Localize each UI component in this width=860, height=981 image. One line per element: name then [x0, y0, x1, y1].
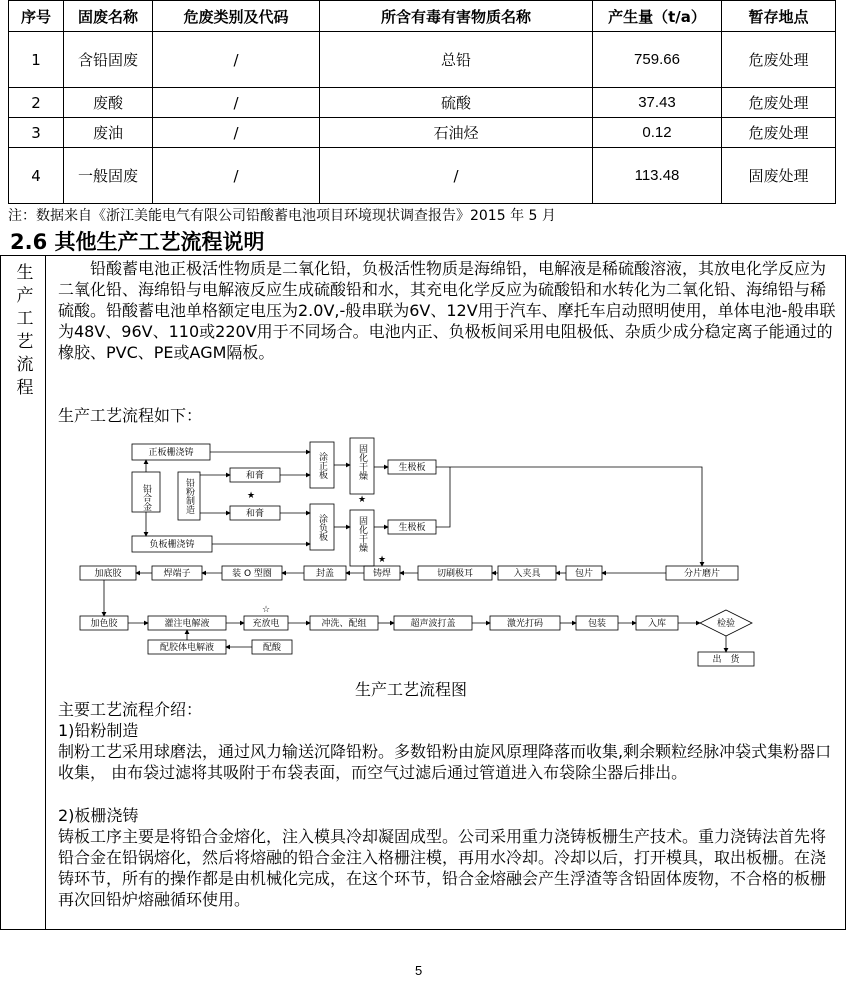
flow-node: 超声波打盖: [410, 619, 456, 629]
grid-casting-paragraph: 铸板工序主要是将铅合金熔化，注入模具冷却凝固成型。公司采用重力浇铸板栅生产技术。重力浇铸法首先将铅合金在铅锅熔化，然后将熔融的铅合金注入格栅注模，再用水冷却。冷却以后，打开模具，取出板栅。在浇铸环节，所有的操作都是由机械化完成，在这个环节，铅合金熔融会产生浮渣等含铅固体废物，不合格的板栅再次回铅炉熔融循环使用。: [58, 827, 827, 909]
cell-storage: 危废处理: [722, 32, 836, 88]
col-header: 暂存地点: [722, 1, 836, 32]
col-header: 所含有毒有害物质名称: [320, 1, 593, 32]
table-row: [9, 148, 836, 204]
hollow-star-marker: ☆: [261, 605, 271, 615]
flow-node: 配胶体电解液: [159, 643, 215, 653]
flow-node: 入夹具: [513, 569, 541, 579]
cell-storage: 危废处理: [722, 118, 836, 148]
flow-node: 检验: [716, 619, 736, 629]
cell-no: 4: [9, 148, 64, 204]
process-flow-diagram: [70, 432, 770, 672]
table-row: [9, 32, 836, 88]
cell-no: 3: [9, 118, 64, 148]
cell-code: /: [153, 148, 320, 204]
flow-node: 切刷极耳: [436, 569, 474, 579]
flow-node-vertical: 铅合金: [141, 484, 151, 511]
flow-node: 加色胶: [90, 619, 118, 629]
flow-intro-text: 生产工艺流程如下：: [58, 406, 203, 425]
section-divider: [45, 255, 46, 930]
cell-substance: /: [320, 148, 593, 204]
flow-node-vertical: 固化干燥: [357, 516, 367, 552]
section-side-label: 生产工艺流程: [16, 263, 34, 398]
cell-code: /: [153, 32, 320, 88]
cell-storage: 固废处理: [722, 148, 836, 204]
col-header: 危废类别及代码: [153, 1, 320, 32]
flow-node: 入库: [647, 619, 667, 629]
flow-node: 冲洗、配组: [321, 619, 367, 629]
flow-node: 生极板: [398, 523, 426, 533]
cell-amount: 37.43: [593, 88, 722, 118]
star-marker: ★: [377, 555, 387, 565]
table-row: [9, 118, 836, 148]
flow-node: 封盖: [315, 569, 335, 579]
diagram-caption: 生产工艺流程图: [355, 680, 468, 699]
flow-node: 灌注电解液: [164, 619, 210, 629]
intro-paragraph: 铅酸蓄电池正极活性物质是二氧化铅，负极活性物质是海绵铅，电解液是稀硫酸溶液，其放电化学反应为二氧化铅、海绵铅与电解液反应生成硫酸铅和水，其充电化学反应为硫酸铅和水转化为二氧化铅、海绵铅与稀硫酸。铅酸蓄电池单格额定电压为2.0V,-般串联为6V、12V用于汽车、摩托车启动照明使用，单体电池-般串联为48V、96V、110或220V用于不同场合。电池内正、负极板间采用电阻极低、杂质少成分稳定离子能通过的橡胶、PVC、PE或AGM隔板。: [58, 259, 836, 362]
cell-no: 1: [9, 32, 64, 88]
flow-node-vertical: 固化干燥: [357, 444, 367, 480]
col-header: 产生量（t/a）: [593, 1, 722, 32]
cell-substance: 石油烃: [320, 118, 593, 148]
col-header: 固废名称: [64, 1, 153, 32]
flow-node-vertical: 涂负板: [317, 514, 327, 541]
col-header: 序号: [9, 1, 64, 32]
page-number: 5: [415, 963, 423, 978]
cell-substance: 总铅: [320, 32, 593, 88]
lead-powder-paragraph: 制粉工艺采用球磨法，通过风力输送沉降铅粉。多数铅粉由旋风原理降落而收集,剩余颗粒经脉冲袋式集粉器口收集， 由布袋过滤将其吸附于布袋表面，而空气过滤后通过管道进入布袋除尘器后排出。: [58, 742, 832, 782]
flow-node-vertical: 铅粉制造: [184, 478, 194, 514]
flow-node: 焊端子: [163, 569, 191, 579]
section-heading: 2.6 其他生产工艺流程说明: [10, 230, 265, 254]
flow-node: 生极板: [398, 463, 426, 473]
cell-amount: 113.48: [593, 148, 722, 204]
flow-node: 和膏: [245, 471, 265, 481]
cell-storage: 危废处理: [722, 88, 836, 118]
cell-no: 2: [9, 88, 64, 118]
flow-node: 分片磨片: [683, 569, 721, 579]
cell-name: 含铅固废: [64, 32, 153, 88]
flow-node-vertical: 涂正板: [317, 452, 327, 479]
flow-node: 配酸: [262, 643, 282, 653]
step-heading-grid-casting: 2)板栅浇铸: [58, 806, 139, 825]
cell-name: 一般固废: [64, 148, 153, 204]
waste-table: [8, 0, 836, 204]
star-marker: ★: [357, 495, 367, 505]
flow-node: 包片: [574, 569, 594, 579]
star-marker: ★: [246, 491, 256, 501]
flow-description-heading: 主要工艺流程介绍：: [58, 700, 203, 719]
cell-substance: 硫酸: [320, 88, 593, 118]
step-heading-lead-powder: 1)铅粉制造: [58, 721, 139, 740]
flow-node: 加底胶: [94, 569, 122, 579]
flow-node: 正板栅浇铸: [148, 448, 194, 458]
flow-node: 出 货: [712, 655, 740, 665]
cell-name: 废油: [64, 118, 153, 148]
cell-amount: 0.12: [593, 118, 722, 148]
flow-node: 和膏: [245, 509, 265, 519]
flow-node: 激光打码: [506, 619, 544, 629]
cell-code: /: [153, 88, 320, 118]
table-note: 注：数据来自《浙江美能电气有限公司铅酸蓄电池项目环境现状调查报告》2015 年 5 月: [8, 208, 556, 224]
flow-node: 装 O 型圈: [232, 569, 272, 579]
flow-node: 包装: [587, 619, 607, 629]
cell-code: /: [153, 118, 320, 148]
flow-node: 充放电: [252, 619, 280, 629]
cell-name: 废酸: [64, 88, 153, 118]
flow-node: 铸焊: [372, 569, 392, 579]
cell-amount: 759.66: [593, 32, 722, 88]
flow-node: 负板栅浇铸: [149, 540, 195, 550]
table-header-row: [9, 1, 836, 32]
table-row: [9, 88, 836, 118]
